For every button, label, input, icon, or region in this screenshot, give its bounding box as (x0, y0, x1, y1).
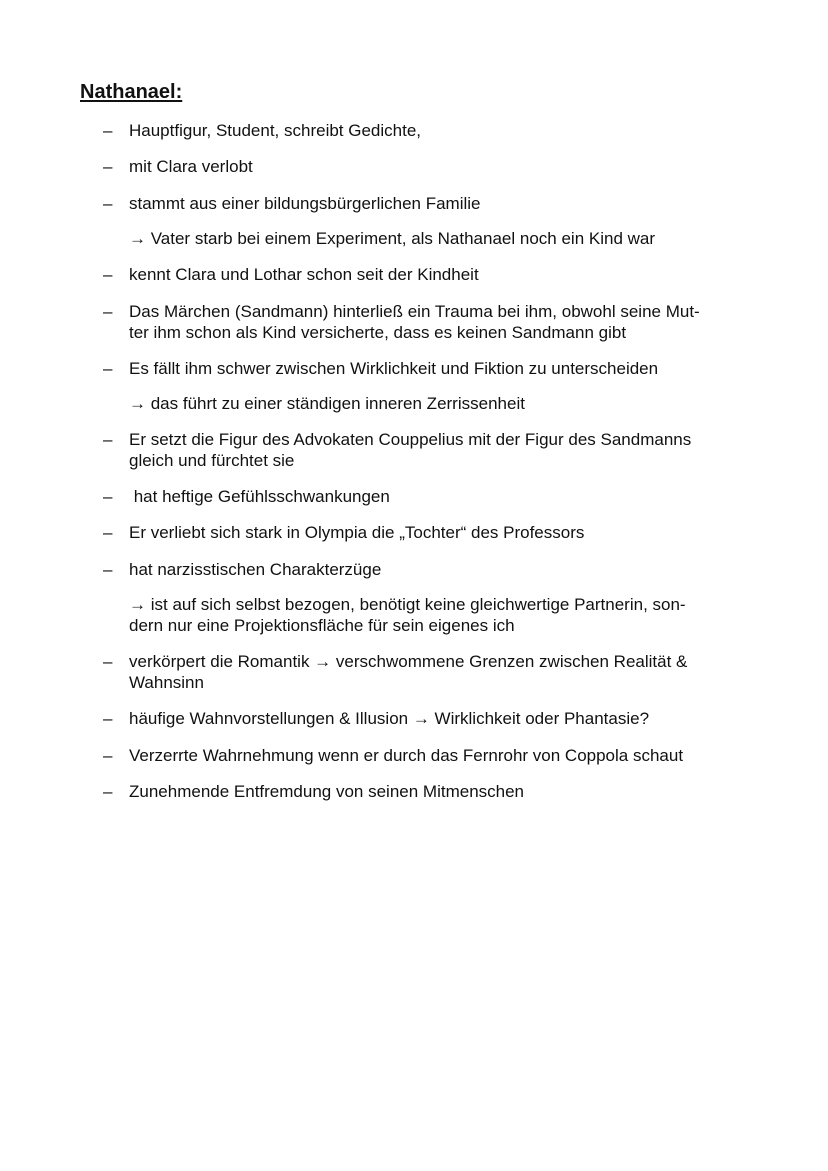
list-item-text: hat narzisstischen Charakterzüge (129, 560, 382, 579)
list-item-text: häufige Wahnvorstellungen & Illusion → Wirklichkeit oder Phantasie? (129, 709, 650, 728)
sub-item-text: → ist auf sich selbst bezogen, benötigt keine gleichwertige Partnerin, son- (129, 595, 686, 614)
list-item-text-continued: Wahnsinn (129, 673, 204, 692)
sub-item-text: → Vater starb bei einem Experiment, als Nathanael noch ein Kind war (129, 229, 656, 248)
sub-item-text-continued: dern nur eine Projektionsfläche für sein eigenes ich (129, 616, 515, 635)
bullet-dash: – (103, 359, 113, 378)
list-item-text: mit Clara verlobt (129, 157, 253, 176)
list-item-text-continued: gleich und fürchtet sie (129, 451, 295, 470)
list-item-text: Es fällt ihm schwer zwischen Wirklichkeit und Fiktion zu unterscheiden (129, 359, 659, 378)
bullet-dash: – (103, 523, 113, 542)
list-item-text: stammt aus einer bildungsbürgerlichen Familie (129, 194, 481, 213)
list-item-text-continued: ter ihm schon als Kind versicherte, dass es keinen Sandmann gibt (129, 323, 627, 342)
list-item-text: Das Märchen (Sandmann) hinterließ ein Trauma bei ihm, obwohl seine Mut- (129, 302, 700, 321)
list-item-text: verkörpert die Romantik → verschwommene Grenzen zwischen Realität & (129, 652, 688, 671)
list-item-text: Zunehmende Entfremdung von seinen Mitmenschen (129, 782, 525, 801)
page-title: Nathanael: (80, 81, 183, 103)
bullet-dash: – (103, 302, 113, 321)
list-item-text: hat heftige Gefühlsschwankungen (129, 487, 390, 506)
bullet-dash: – (103, 782, 113, 801)
bullet-dash: – (103, 652, 113, 671)
sub-item-text: → das führt zu einer ständigen inneren Zerrissenheit (129, 394, 525, 413)
list-item-text: Hauptfigur, Student, schreibt Gedichte, (129, 121, 422, 140)
bullet-dash: – (103, 121, 113, 140)
bullet-dash: – (103, 157, 113, 176)
bullet-dash: – (103, 746, 113, 765)
bullet-dash: – (103, 430, 113, 449)
list-item-text: Er setzt die Figur des Advokaten Couppelius mit der Figur des Sandmanns (129, 430, 692, 449)
bullet-dash: – (103, 194, 113, 213)
bullet-dash: – (103, 560, 113, 579)
bullet-dash: – (103, 487, 113, 506)
list-item-text: kennt Clara und Lothar schon seit der Kindheit (129, 265, 479, 284)
bullet-dash: – (103, 265, 113, 284)
bullet-dash: – (103, 709, 113, 728)
list-item-text: Er verliebt sich stark in Olympia die „Tochter“ des Professors (129, 523, 585, 542)
list-item-text: Verzerrte Wahrnehmung wenn er durch das Fernrohr von Coppola schaut (129, 746, 684, 765)
